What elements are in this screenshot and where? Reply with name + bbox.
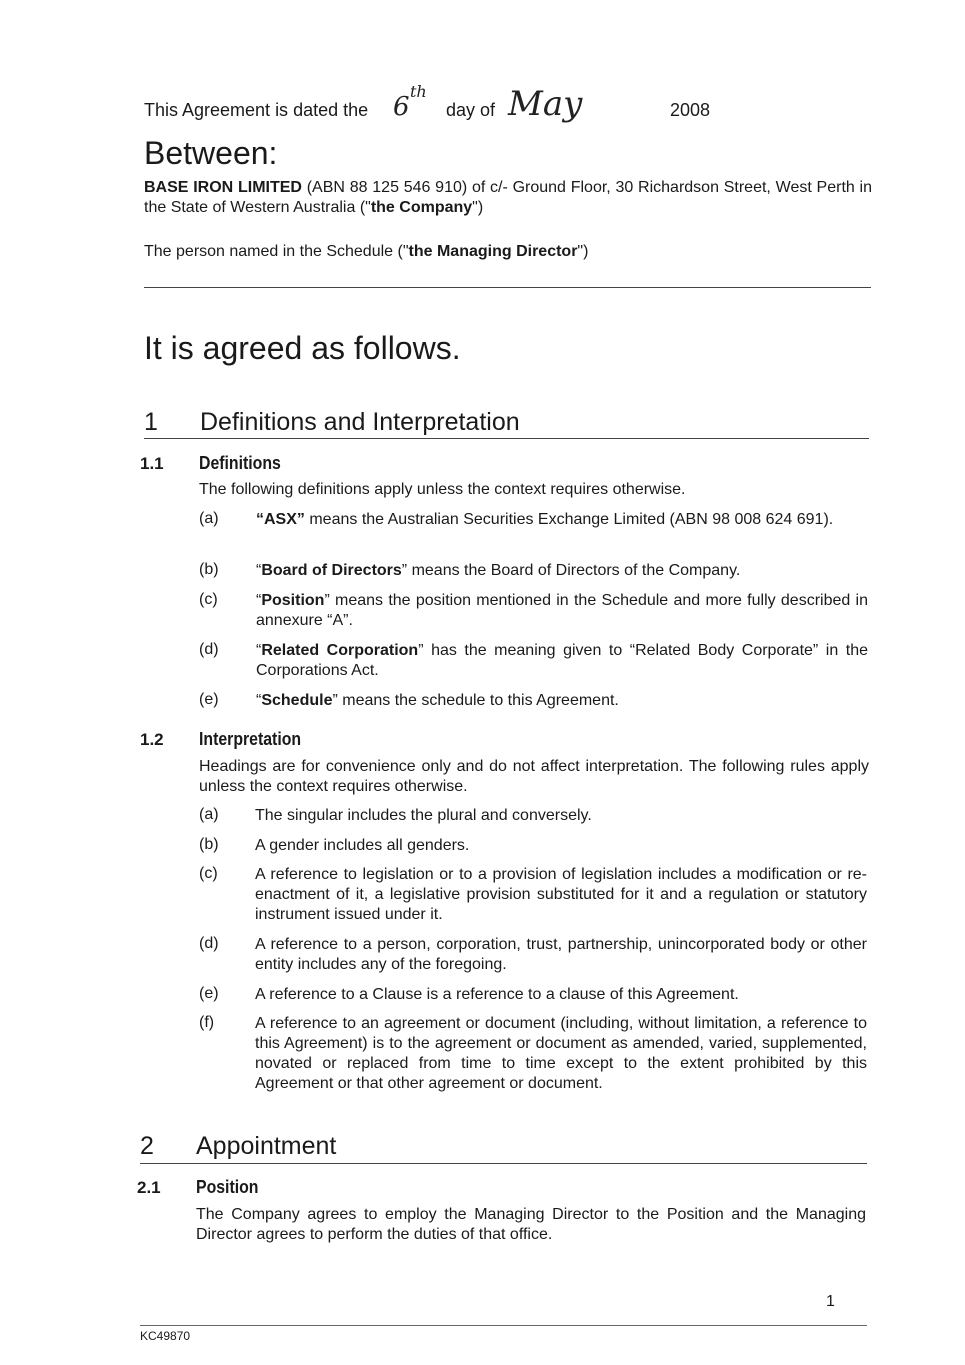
page-number: 1	[826, 1293, 835, 1310]
interp-d-label: (d)	[199, 935, 219, 952]
interp-a-label: (a)	[199, 806, 219, 823]
section-1-rule	[144, 438, 869, 439]
def-c-term: Position	[261, 592, 325, 609]
interp-d-text: A reference to a person, corporation, trust, partnership, unincorporated body or other entity includes any of the foregoing.	[255, 936, 867, 973]
interp-b-label: (b)	[199, 836, 219, 853]
footer-rule	[140, 1325, 867, 1326]
def-c-label: (c)	[199, 591, 218, 608]
position-text: The Company agrees to employ the Managing Director to the Position and the Managing Director agrees to perform the duties of that office.	[196, 1206, 866, 1243]
def-e-text	[256, 691, 868, 711]
interp-c-label: (c)	[199, 865, 218, 882]
def-c-text	[256, 591, 868, 631]
def-d-term: Related Corporation	[261, 642, 419, 659]
agreed-heading: It is agreed as follows.	[144, 330, 461, 366]
def-a-body: means the Australian Securities Exchange Limited (ABN 98 008 624 691).	[304, 511, 834, 528]
def-d-body: ” has the meaning given to “Related Body Corporate” in the Corporations Act.	[256, 642, 869, 679]
subsection-2-1-number: 2.1	[137, 1178, 161, 1197]
between-heading: Between:	[144, 135, 278, 171]
subsection-1-2-number: 1.2	[140, 730, 164, 749]
def-a-text	[256, 510, 868, 530]
def-a-term: “ASX”	[256, 511, 305, 528]
def-d-open: “	[256, 642, 262, 659]
def-b-text	[256, 561, 868, 581]
section-2-title: Appointment	[196, 1132, 337, 1160]
subsection-1-2-title: Interpretation	[199, 729, 302, 749]
section-2-number: 2	[140, 1132, 154, 1160]
md-defined-term: the Managing Director	[408, 243, 578, 260]
party-managing-director	[144, 242, 588, 262]
def-d-text	[256, 641, 868, 681]
definitions-intro: The following definitions apply unless the context requires otherwise.	[199, 481, 686, 498]
handwritten-day: 6	[393, 92, 410, 122]
footer-code: KC49870	[140, 1329, 191, 1343]
interp-e-label: (e)	[199, 985, 219, 1002]
subsection-2-1-title: Position	[196, 1177, 259, 1197]
def-c-body: ” means the position mentioned in the Schedule and more fully described in annexure “A”.	[256, 592, 868, 629]
dated-prefix: This Agreement is dated the	[144, 100, 369, 120]
def-b-body: ” means the Board of Directors of the Company.	[401, 562, 741, 579]
company-details: (ABN 88 125 546 910) of c/- Ground Floor, 30 Richardson Street, West Perth in the State of Western Australia ("	[144, 179, 872, 216]
def-e-open: “	[256, 692, 262, 709]
def-e-term: Schedule	[261, 692, 333, 709]
interpretation-intro: Headings are for convenience only and do not affect interpretation. The following rules apply unless the context requires otherwise.	[199, 758, 869, 795]
interp-f-text: A reference to an agreement or document (including, without limitation, a reference to this Agreement) is to the agreement or document as amended, varied, supplemented, novated or replaced from time to time except to the extent prohibited by this Agreement or that other agreement or document.	[255, 1015, 867, 1092]
company-defined-term: the Company	[370, 199, 473, 216]
interp-b-text: A gender includes all genders.	[255, 837, 470, 854]
interp-a-text: The singular includes the plural and conversely.	[255, 807, 592, 824]
section-1-number: 1	[144, 408, 158, 436]
handwritten-month: May	[508, 84, 583, 124]
section-2-rule	[140, 1163, 867, 1164]
def-c-open: “	[256, 592, 262, 609]
def-b-label: (b)	[199, 561, 219, 578]
def-d-label: (d)	[199, 641, 219, 658]
dated-middle: day of	[446, 100, 496, 120]
handwritten-day-suffix: th	[410, 82, 427, 101]
section-1-title: Definitions and Interpretation	[200, 408, 520, 436]
def-a-label: (a)	[199, 510, 219, 527]
subsection-1-1-number: 1.1	[140, 454, 164, 473]
subsection-1-1-title: Definitions	[199, 453, 281, 473]
def-e-body: ” means the schedule to this Agreement.	[332, 692, 619, 709]
dated-line	[144, 100, 368, 121]
company-name: BASE IRON LIMITED	[144, 179, 302, 196]
def-e-label: (e)	[199, 691, 219, 708]
dated-year: 2008	[670, 100, 711, 120]
divider	[144, 287, 871, 288]
party-company	[144, 178, 872, 218]
def-b-open: “	[256, 562, 262, 579]
company-close: ")	[472, 199, 484, 216]
md-text: The person named in the Schedule ("	[144, 243, 409, 260]
interp-f-label: (f)	[199, 1014, 215, 1031]
interp-e-text: A reference to a Clause is a reference to a clause of this Agreement.	[255, 986, 739, 1003]
def-b-term: Board of Directors	[261, 562, 402, 579]
md-close: ")	[577, 243, 589, 260]
interp-c-text: A reference to legislation or to a provision of legislation includes a modification or re-enactment of it, a legislative provision substituted for it and a regulation or statutory instrument issued under it.	[255, 866, 867, 923]
